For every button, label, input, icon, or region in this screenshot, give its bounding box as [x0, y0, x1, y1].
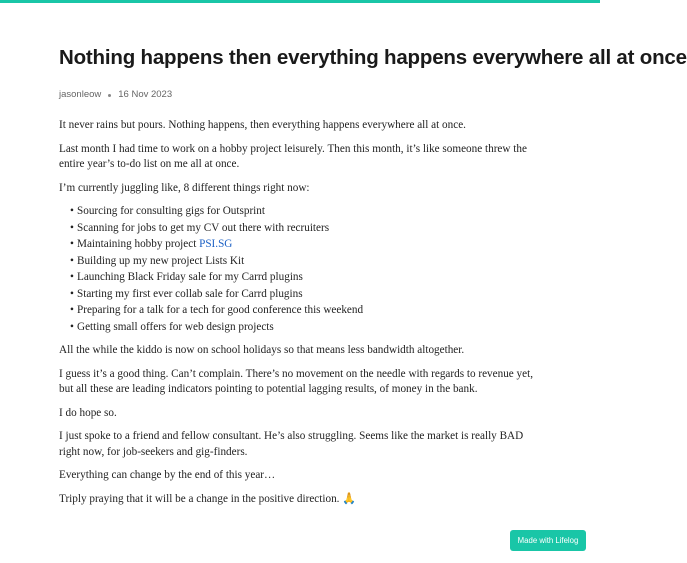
- bullet: •: [70, 287, 74, 300]
- list-item-text: Sourcing for consulting gigs for Outsprint: [77, 205, 265, 217]
- list-item-text: Preparing for a talk for a tech for good conference this weekend: [77, 304, 364, 316]
- paragraph: Last month I had time to work on a hobby project leisurely. Then this month, it’s like someone threw the entire year’s to-do list on me all at once.: [59, 142, 527, 170]
- list-item: [71, 320, 534, 336]
- list-item: [71, 287, 534, 303]
- list-item-text: Building up my new project Lists Kit: [77, 254, 245, 267]
- paragraph: I just spoke to a friend and fellow consultant. He’s also struggling. Seems like the market is really BAD right now, for job-seekers and gig-finders.: [59, 430, 524, 458]
- bullet: •: [70, 205, 74, 217]
- list-item-text: Starting my first ever collab sale for Carrd plugins: [77, 287, 303, 300]
- author-name[interactable]: jasonleow: [59, 89, 102, 100]
- bullet: •: [70, 304, 74, 316]
- list-item: [71, 204, 534, 220]
- article-body: [59, 118, 534, 507]
- paragraph: Triply praying that it will be a change in the positive direction. 🙏: [59, 492, 357, 505]
- separator-dot: [108, 94, 111, 97]
- article-meta: [59, 88, 600, 102]
- paragraph: All the while the kiddo is now on school holidays so that means less bandwidth altogether.: [59, 344, 465, 356]
- list-item: [71, 254, 534, 270]
- paragraph: I’m currently juggling like, 8 different things right now:: [59, 181, 310, 194]
- bullet: •: [70, 254, 74, 267]
- paragraph: Everything can change by the end of this year…: [59, 469, 276, 481]
- list-item-text: Maintaining hobby project: [77, 238, 200, 250]
- bullet: •: [70, 238, 74, 250]
- list-item: [71, 303, 534, 319]
- bullet: •: [70, 271, 74, 283]
- made-with-lifelog-badge[interactable]: Made with Lifelog: [510, 530, 586, 551]
- paragraph: I guess it’s a good thing. Can’t complain. There’s no movement on the needle with regards to revenue yet, but all these are leading indicators pointing to potential lagging results, of money in the bank.: [59, 367, 534, 395]
- paragraph: It never rains but pours. Nothing happens, then everything happens everywhere all at once.: [59, 119, 466, 131]
- top-accent-bar: [0, 0, 600, 3]
- article: [59, 44, 687, 515]
- post-date: 16 Nov 2023: [118, 89, 173, 100]
- bullet: •: [70, 320, 74, 333]
- list-item: [71, 270, 534, 286]
- paragraph: I do hope so.: [59, 406, 117, 419]
- article-title: Nothing happens then everything happens everywhere all at once: [59, 46, 687, 69]
- list-item: [71, 221, 534, 237]
- list-item-text: Launching Black Friday sale for my Carrd plugins: [77, 271, 303, 283]
- bullet: •: [70, 221, 74, 234]
- task-list: [59, 204, 534, 335]
- psi-sg-link[interactable]: PSI.SG: [199, 238, 233, 250]
- list-item-text: Scanning for jobs to get my CV out there with recruiters: [77, 221, 330, 234]
- list-item: [71, 237, 534, 253]
- list-item-text: Getting small offers for web design projects: [77, 320, 274, 333]
